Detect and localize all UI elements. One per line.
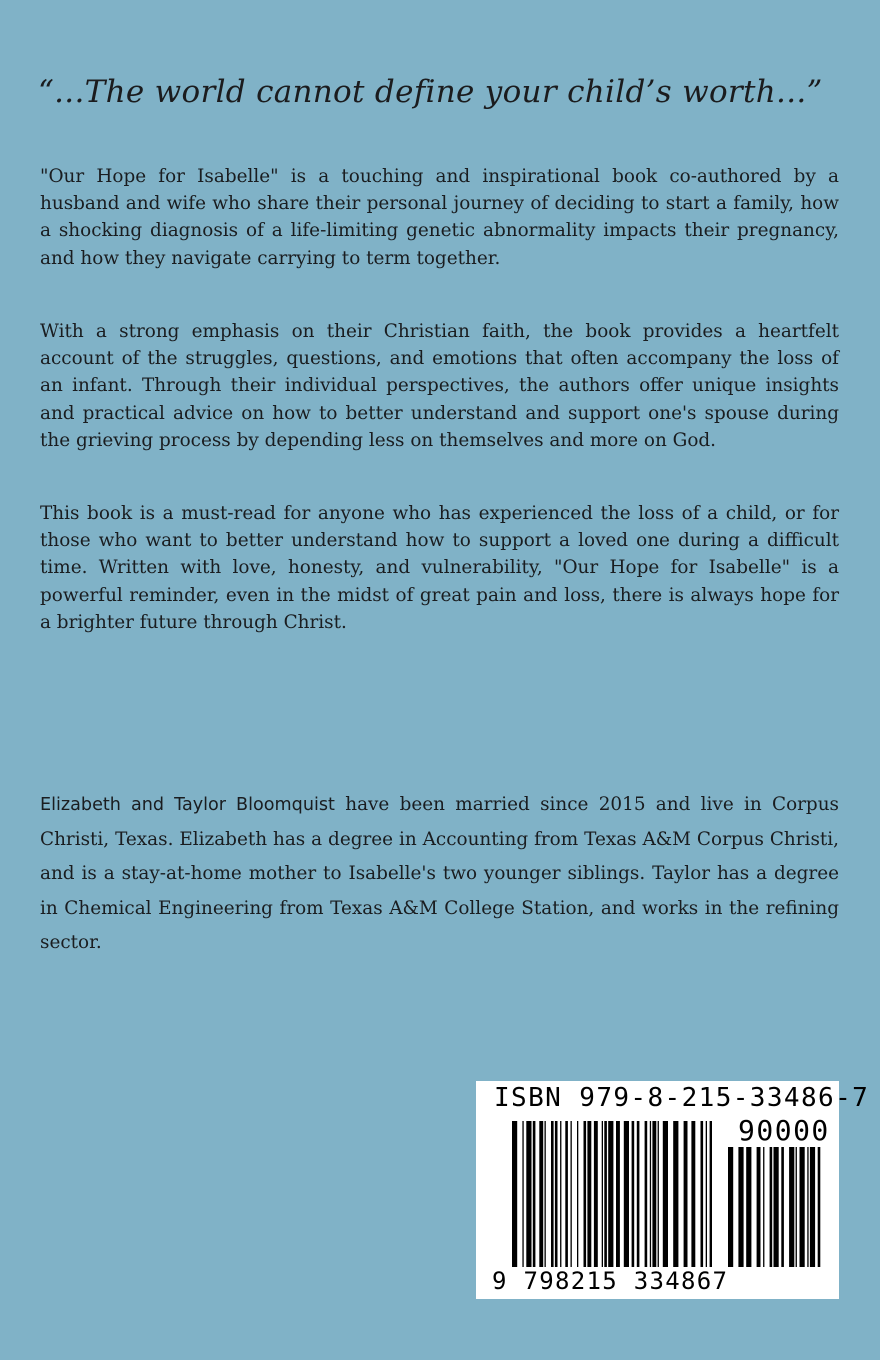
barcode-bar	[763, 1147, 764, 1267]
barcode-bar	[565, 1121, 568, 1267]
barcode-bar	[706, 1121, 707, 1267]
description-paragraph-2: With a strong emphasis on their Christian faith, the book provides a heartfelt account of the struggles, questions, and emotions that often accompany the loss of an infant. Through their individual perspectives, the authors offer unique insights and practical advice on how to better understand and support one's spouse during the grieving process by depending less on themselves and more on God.	[40, 321, 839, 451]
barcode-bar	[632, 1121, 635, 1267]
isbn-label: ISBN 979-8-215-33486-7	[494, 1083, 870, 1113]
barcode-bar	[796, 1147, 797, 1267]
barcode-bar	[818, 1147, 821, 1267]
barcode-bar	[616, 1121, 620, 1267]
barcode-bar	[663, 1121, 668, 1267]
author-names: Elizabeth and Taylor Bloomquist	[40, 795, 335, 815]
barcode-bar	[522, 1121, 523, 1267]
ean-digits: 9 798215 334867	[492, 1267, 729, 1295]
barcode-bar	[545, 1121, 546, 1267]
barcode-bar	[757, 1147, 761, 1267]
description-paragraph-3: This book is a must-read for anyone who has experienced the loss of a child, or for those who want to better understand how to support a loved one during a difficult time. Written with love, honesty, and vulnerability, "Our Hope for Isabelle" is a powerful reminder, even in the midst of great pain and loss, there is always hope for a brighter future through Christ.	[40, 503, 839, 633]
barcode-bar	[710, 1121, 712, 1267]
barcode-bar	[652, 1121, 656, 1267]
barcode-bar	[637, 1121, 640, 1267]
barcode-bar	[555, 1121, 558, 1267]
barcode-bar	[584, 1121, 587, 1267]
isbn-barcode	[476, 1081, 870, 1299]
barcode-bar	[807, 1147, 808, 1267]
barcode-bar	[781, 1147, 784, 1267]
barcode-bar	[658, 1121, 659, 1267]
barcode-bar	[645, 1121, 648, 1267]
barcode-bar	[650, 1121, 651, 1267]
barcode-bar	[602, 1121, 603, 1267]
author-bio-text: have been married since 2015 and live in Corpus Christi, Texas. Elizabeth has a degree in Accounting from Texas A&M Corpus Christi, and is a stay-at-home mother to Isabelle's two younger siblings. Taylor has a degree in Chemical Engineering from Texas A&M College Station, and works in the refining sector.	[40, 794, 839, 953]
description-paragraph-1: "Our Hope for Isabelle" is a touching and inspirational book co-authored by a husband and wife who share their personal journey of deciding to start a family, how a shocking diagnosis of a life-limiting genetic abnormality impacts their pregnancy, and how they navigate carrying to term together.	[40, 166, 839, 269]
barcode-bar	[684, 1121, 688, 1267]
barcode-bar	[587, 1121, 591, 1267]
barcode-bar	[594, 1121, 598, 1267]
barcode-bar	[608, 1121, 613, 1267]
barcode-bar	[691, 1121, 695, 1267]
barcode-bar	[673, 1121, 678, 1267]
barcode-bar	[551, 1121, 554, 1267]
barcode-bar	[789, 1147, 794, 1267]
price-code: 90000	[738, 1114, 830, 1147]
barcode-bar	[746, 1147, 751, 1267]
barcode-bar	[774, 1147, 779, 1267]
barcode-bar	[526, 1121, 531, 1267]
barcode-bar	[800, 1147, 805, 1267]
barcode-bar	[701, 1121, 704, 1267]
barcode-bar	[738, 1147, 743, 1267]
barcode-bar	[728, 1147, 733, 1267]
author-bio	[40, 788, 839, 961]
barcode-bar	[770, 1147, 773, 1267]
barcode-bar	[571, 1121, 572, 1267]
barcode-bar	[533, 1121, 536, 1267]
barcode-bar	[810, 1147, 815, 1267]
barcode-bar	[577, 1121, 578, 1267]
back-cover-tagline: “...The world cannot define your child’s worth...”	[38, 74, 823, 110]
barcode-bar	[560, 1121, 561, 1267]
barcode-bar	[539, 1121, 543, 1267]
barcode-bar	[624, 1121, 629, 1267]
barcode-bar	[512, 1121, 517, 1267]
barcode-bar	[604, 1121, 607, 1267]
